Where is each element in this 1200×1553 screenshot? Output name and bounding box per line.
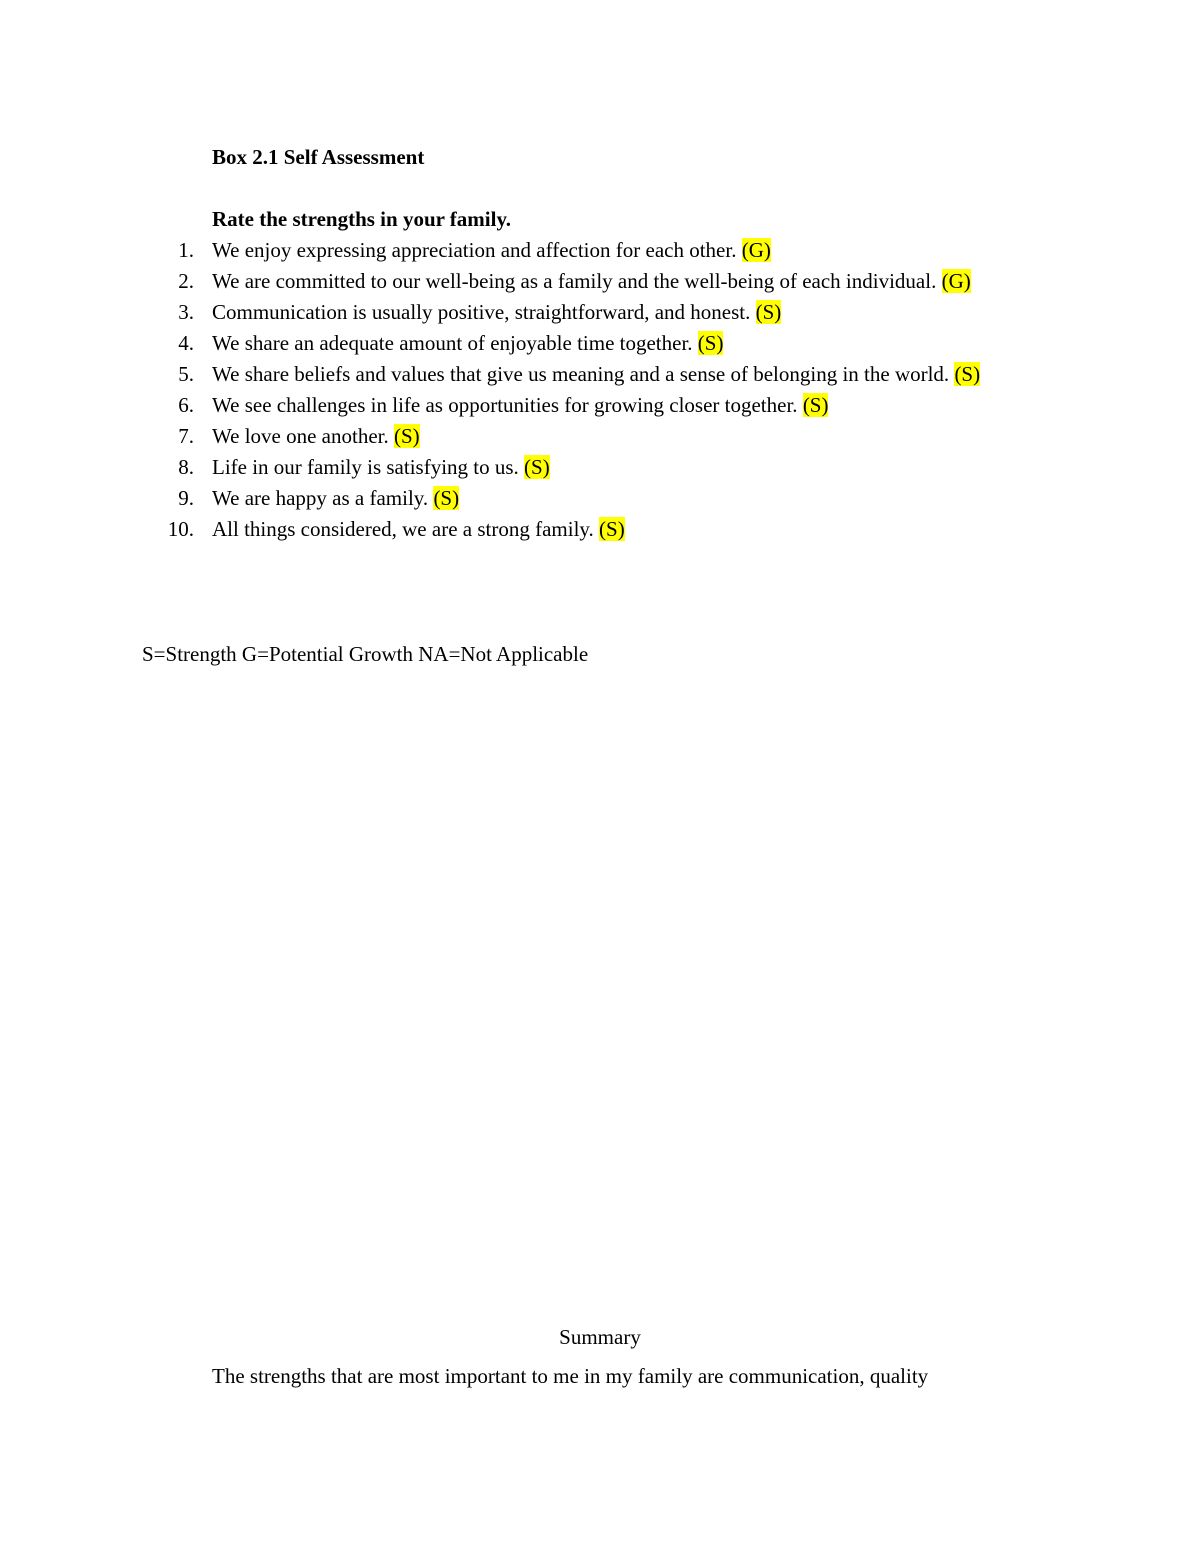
strengths-list <box>0 235 1200 545</box>
item-number: 4. <box>178 331 194 355</box>
list-item <box>0 421 1052 452</box>
rate-instructions: Rate the strengths in your family. <box>212 207 512 231</box>
list-item <box>0 328 1052 359</box>
rating-highlight: (S) <box>954 362 981 386</box>
item-number: 2. <box>178 269 194 293</box>
list-item <box>0 483 1052 514</box>
item-text: All things considered, we are a strong family. <box>212 517 600 541</box>
rating-highlight: (G) <box>741 238 771 262</box>
summary-title: Summary <box>559 1325 641 1349</box>
list-item <box>0 359 1052 390</box>
rating-highlight: (S) <box>755 300 782 324</box>
item-number: 7. <box>178 424 194 448</box>
item-text: We see challenges in life as opportunities for growing closer together. <box>212 393 803 417</box>
rating-highlight: (G) <box>941 269 971 293</box>
item-text: We love one another. <box>212 424 394 448</box>
item-text: We share beliefs and values that give us meaning and a sense of belonging in the world. <box>212 362 955 386</box>
list-item <box>0 297 1052 328</box>
list-item <box>0 452 1052 483</box>
rating-highlight: (S) <box>394 424 420 448</box>
list-item <box>0 514 1052 545</box>
item-number: 6. <box>178 393 194 417</box>
item-text: We enjoy expressing appreciation and affection for each other. <box>212 238 742 262</box>
item-text: We are happy as a family. <box>212 486 434 510</box>
list-item <box>0 390 1052 421</box>
rating-highlight: (S) <box>802 393 829 417</box>
item-number: 5. <box>178 362 194 386</box>
list-item <box>0 266 1052 297</box>
box-title: Box 2.1 Self Assessment <box>212 145 425 169</box>
item-number: 10. <box>167 517 194 541</box>
rating-highlight: (S) <box>524 455 550 479</box>
rating-highlight: (S) <box>697 331 724 355</box>
item-text: We are committed to our well-being as a family and the well-being of each individual. <box>212 269 942 293</box>
summary-text: The strengths that are most important to me in my family are communication, quality <box>212 1364 929 1388</box>
list-item <box>0 235 1052 266</box>
item-text: We share an adequate amount of enjoyable time together. <box>212 331 698 355</box>
item-text: Communication is usually positive, straightforward, and honest. <box>212 300 756 324</box>
item-text: Life in our family is satisfying to us. <box>212 455 525 479</box>
item-number: 3. <box>178 300 194 324</box>
item-number: 9. <box>178 486 194 510</box>
item-number: 1. <box>178 238 194 262</box>
rating-highlight: (S) <box>433 486 460 510</box>
rating-legend: S=Strength G=Potential Growth NA=Not Applicable <box>142 642 589 666</box>
item-number: 8. <box>178 455 194 479</box>
rating-highlight: (S) <box>599 517 625 541</box>
